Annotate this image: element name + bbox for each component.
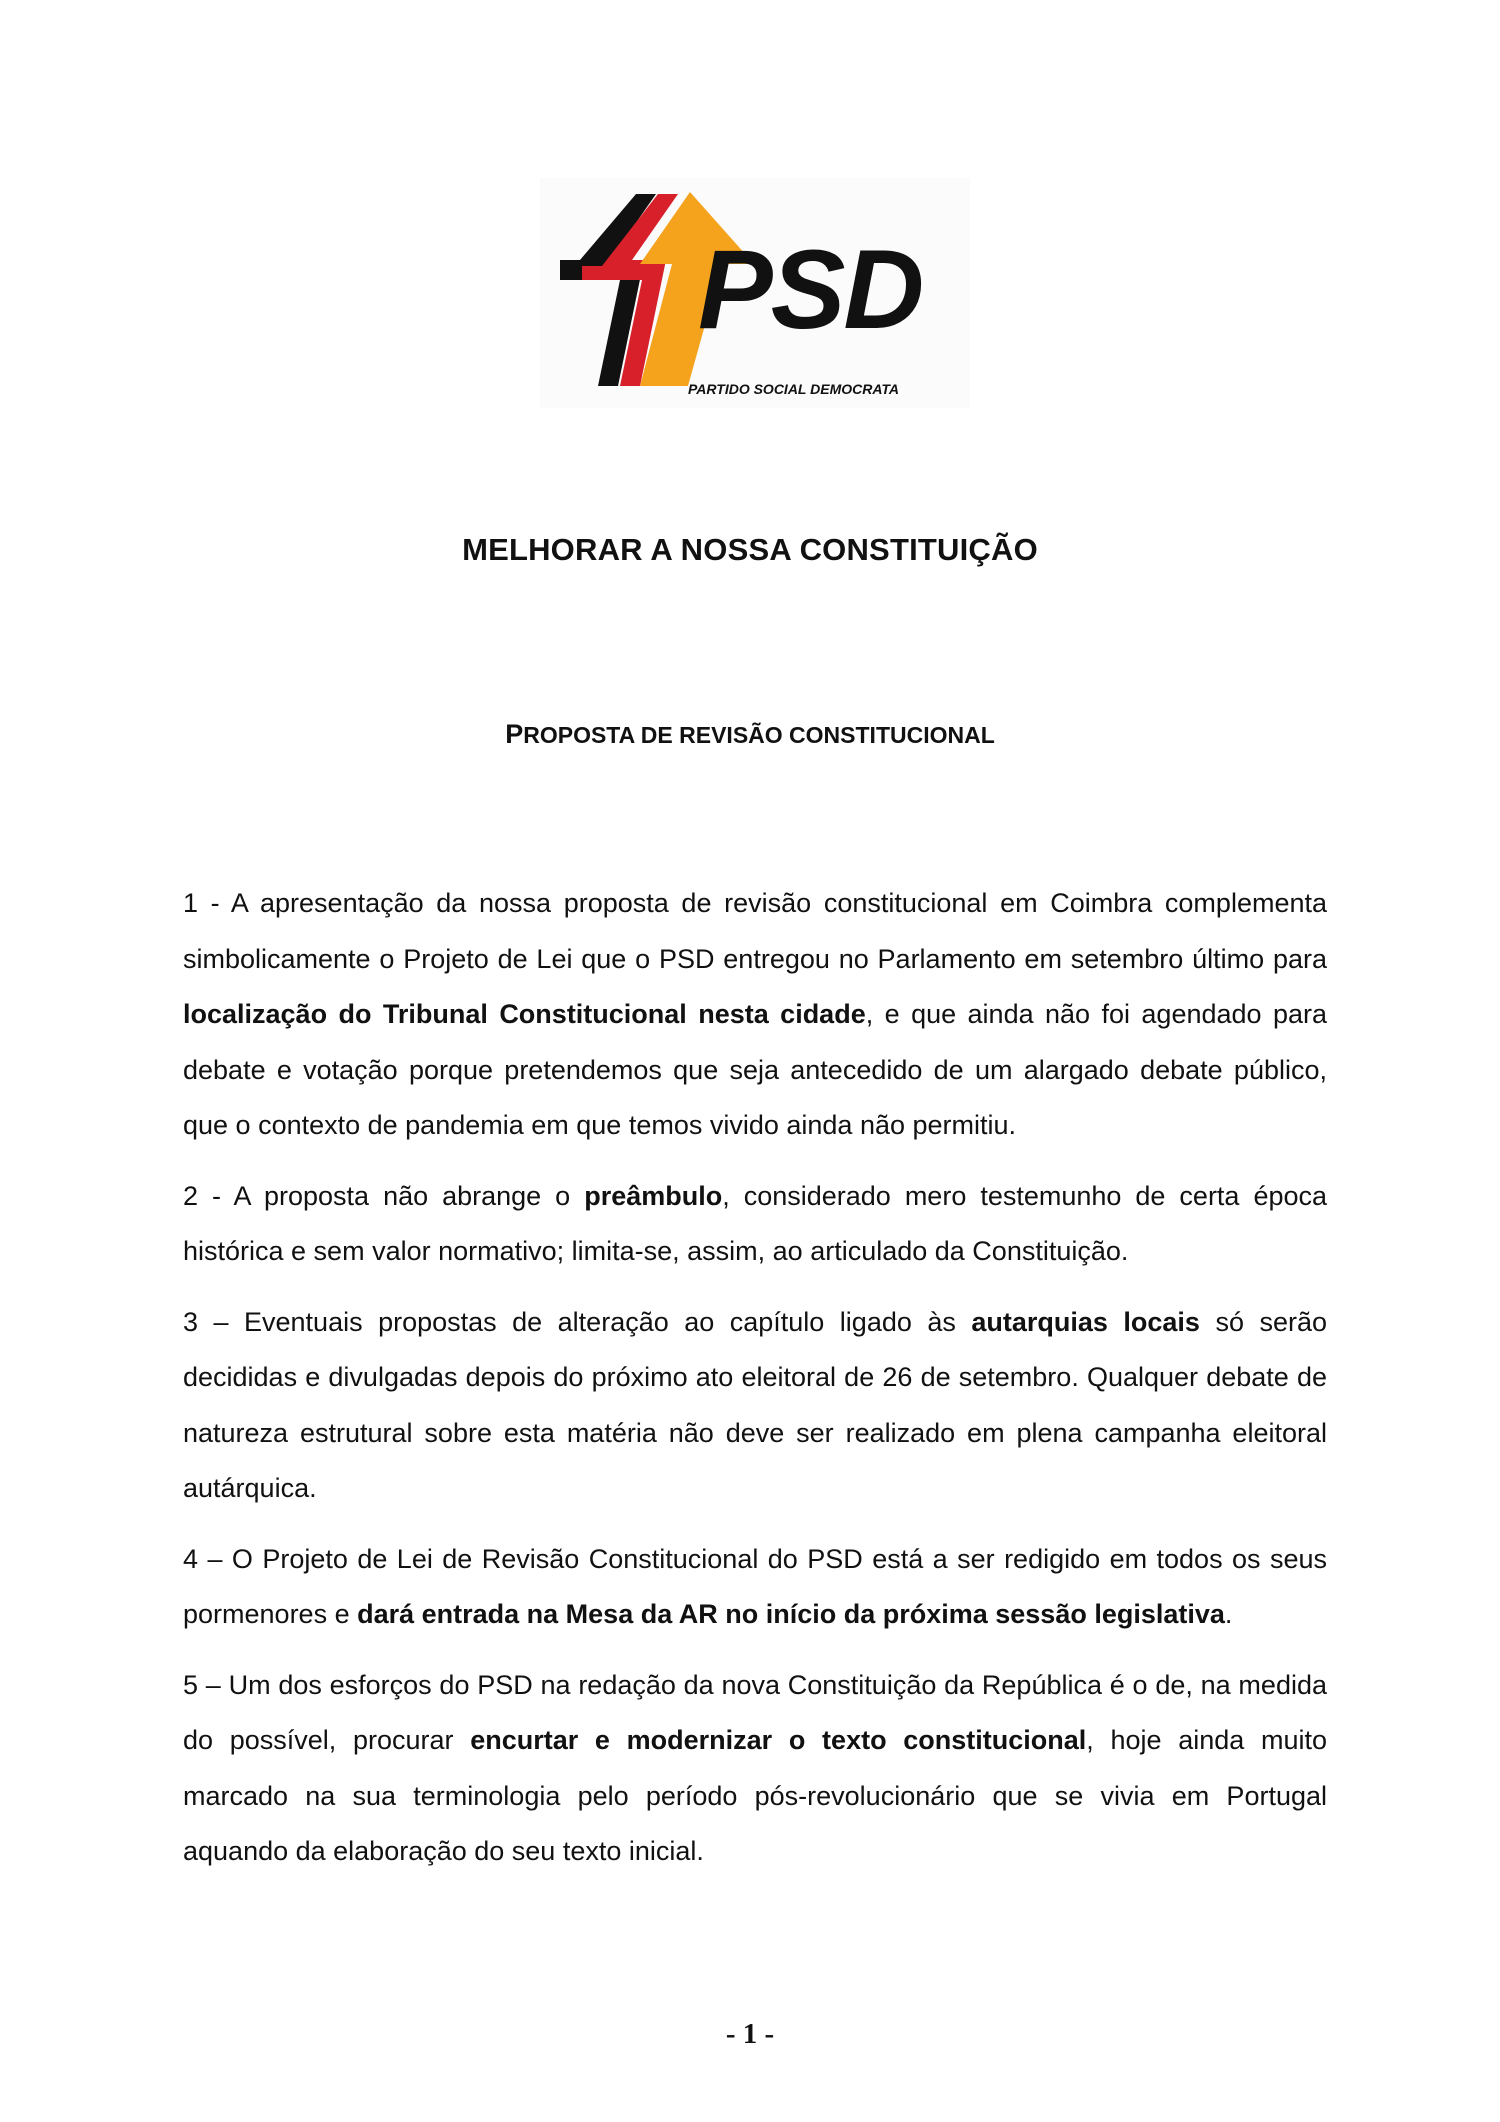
psd-logo-graphic: [540, 178, 970, 408]
paragraph-2-bold: preâmbulo: [584, 1180, 723, 1211]
logo-wordmark: PSD: [698, 227, 923, 352]
paragraph-2-text-end: , considerado mero testemunho de certa época histórica e sem valor normativo; limita-se, assim, ao articulado da Constituição.: [183, 1180, 1328, 1266]
paragraph-1-bold: localização do Tribunal Constitucional nesta cidade: [183, 999, 866, 1029]
paragraph-3-bold: autarquias locais: [971, 1306, 1200, 1337]
subtitle-rest: ROPOSTA DE REVISÃO CONSTITUCIONAL: [523, 722, 995, 748]
paragraph-4: [183, 1532, 1327, 1643]
paragraph-3-text: 3 – Eventuais propostas de alteração ao capítulo ligado às: [183, 1306, 972, 1337]
paragraph-1-text-end: , e que ainda não foi agendado para debate e votação porque pretendemos que seja antecedido de um alargado debate público, que o contexto de pandemia em que temos vivido ainda não permitiu.: [183, 999, 1327, 1140]
psd-logo: [540, 178, 970, 408]
paragraph-1: [183, 876, 1327, 1154]
paragraph-1-text: 1 - A apresentação da nossa proposta de revisão constitucional em Coimbra complementa simbolicamente o Projeto de Lei que o PSD entregou no Parlamento em setembro último para: [183, 888, 1327, 974]
page-number: - 1 -: [725, 2018, 775, 2050]
paragraph-2: [183, 1169, 1327, 1280]
paragraph-5-text: 5 – Um dos esforços do PSD na redação da nova Constituição da República é o de, na medida do possível, procurar: [183, 1669, 1327, 1755]
paragraph-4-bold: dará entrada na Mesa da AR no início da próxima sessão legislativa: [357, 1599, 1225, 1629]
paragraph-5-text-end: , hoje ainda muito marcado na sua terminologia pelo período pós-revolucionário que se vivia em Portugal aquando da elaboração do seu texto inicial.: [183, 1725, 1327, 1866]
subtitle-initial: P: [505, 719, 524, 749]
paragraph-4-text: 4 – O Projeto de Lei de Revisão Constitucional do PSD está a ser redigido em todos os seus pormenores e: [183, 1543, 1327, 1629]
paragraph-3-text-end: só serão decididas e divulgadas depois do próximo ato eleitoral de 26 de setembro. Qualquer debate de natureza estrutural sobre esta matéria não deve ser realizado em plena campanha eleitoral autárquica.: [183, 1306, 1327, 1503]
logo-tagline: PARTIDO SOCIAL DEMOCRATA: [688, 381, 900, 397]
paragraph-5: [183, 1658, 1327, 1880]
paragraph-5-bold: encurtar e modernizar o texto constitucional: [470, 1725, 1087, 1755]
paragraph-2-text: 2 - A proposta não abrange o: [183, 1180, 585, 1211]
document-title: MELHORAR A NOSSA CONSTITUIÇÃO: [462, 532, 1038, 567]
document-body: [183, 876, 1327, 1895]
paragraph-4-text-end: .: [1224, 1599, 1233, 1629]
document-subtitle: [0, 719, 1500, 750]
paragraph-3: [183, 1295, 1327, 1517]
